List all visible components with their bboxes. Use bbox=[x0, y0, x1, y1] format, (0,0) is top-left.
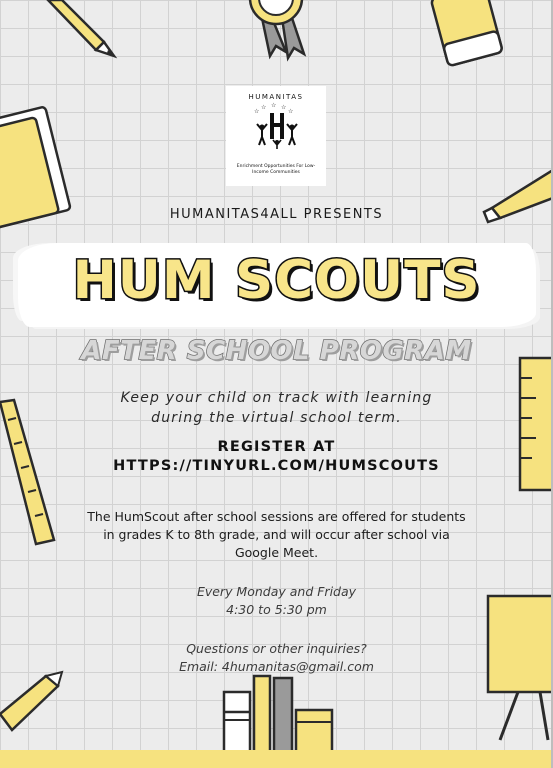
contact-email[interactable]: Email: 4humanitas@gmail.com bbox=[179, 659, 374, 674]
pencil-icon bbox=[48, 0, 114, 56]
presents-heading: HUMANITAS4ALL PRESENTS bbox=[169, 207, 384, 222]
register-block bbox=[0, 438, 553, 476]
contact-info bbox=[0, 640, 553, 676]
bottom-accent-bar bbox=[0, 750, 553, 768]
award-ribbon-icon bbox=[250, 0, 304, 58]
tagline bbox=[0, 388, 553, 428]
tagline-line-1: Keep your child on track with learning bbox=[120, 390, 433, 406]
svg-text:☆: ☆ bbox=[281, 104, 287, 111]
logo-tagline: Enrichment Opportunities For Low-Income Communities bbox=[236, 164, 316, 175]
schedule-time: 4:30 to 5:30 pm bbox=[226, 602, 327, 617]
svg-text:☆: ☆ bbox=[271, 102, 277, 109]
page-title: HUM SCOUTS bbox=[72, 250, 481, 311]
tagline-line-2: during the virtual school term. bbox=[151, 410, 402, 426]
logo-figures-icon bbox=[226, 101, 326, 151]
svg-text:☆: ☆ bbox=[288, 108, 294, 115]
svg-text:☆: ☆ bbox=[254, 108, 260, 115]
humanitas-logo bbox=[226, 86, 326, 186]
hand-pencil-icon bbox=[0, 672, 62, 730]
svg-text:☆: ☆ bbox=[261, 104, 267, 111]
logo-title: HUMANITAS bbox=[248, 93, 304, 101]
schedule-days: Every Monday and Friday bbox=[196, 584, 357, 599]
books-icon bbox=[224, 676, 332, 752]
register-link[interactable]: HTTPS://TINYURL.COM/HUMSCOUTS bbox=[113, 458, 440, 474]
register-label: REGISTER AT bbox=[217, 439, 336, 455]
schedule bbox=[0, 583, 553, 619]
contact-question: Questions or other inquiries? bbox=[186, 641, 367, 656]
program-subtitle: AFTER SCHOOL PROGRAM bbox=[81, 336, 472, 366]
eraser-icon bbox=[431, 0, 503, 66]
program-description: The HumScout after school sessions are offered for students in grades K to 8th grade, and will occur after school via Google Meet. bbox=[87, 509, 466, 560]
